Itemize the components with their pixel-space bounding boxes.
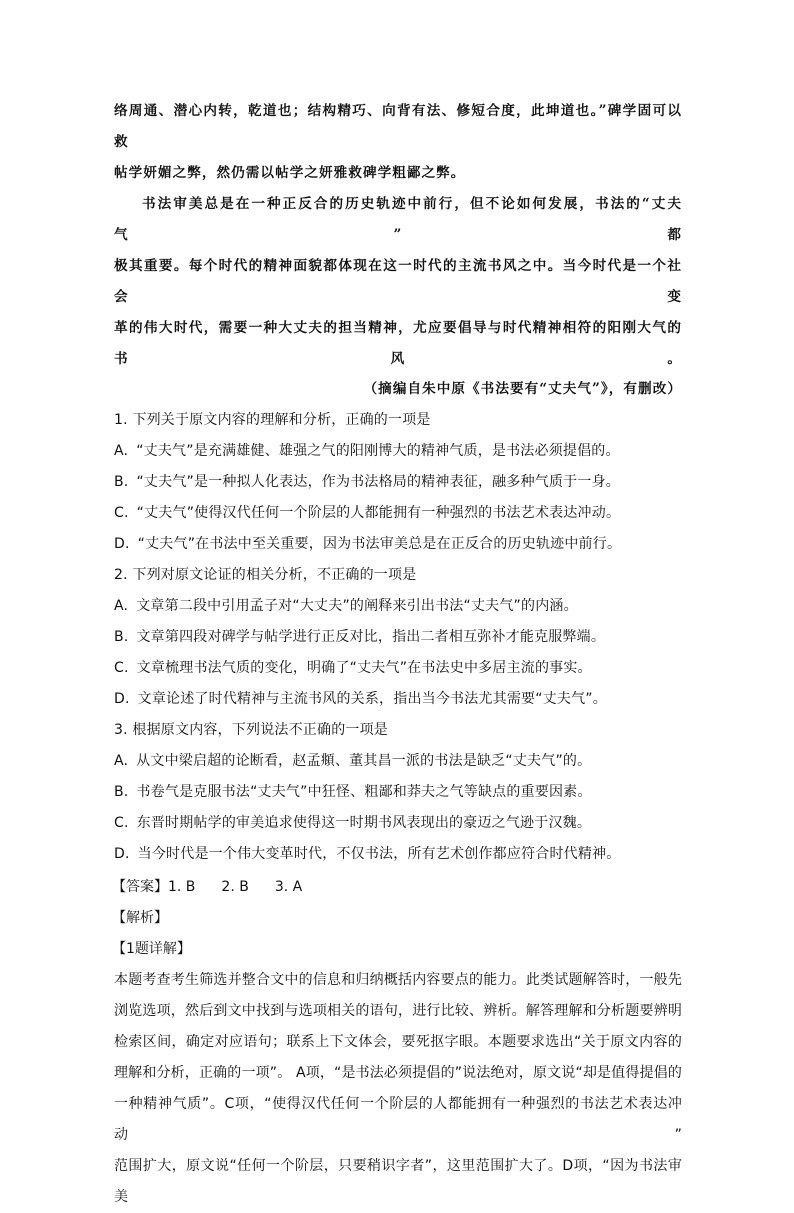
option-text: 东晋时期帖学的审美追求使得这一时期书风表现出的豪迈之气逊于汉魏。: [136, 815, 592, 831]
option-text: 书卷气是克服书法“丈夫气”中狂怪、粗鄙和莽夫之气等缺点的重要因素。: [136, 784, 592, 800]
detail-paragraph: [114, 965, 682, 1213]
option-c: [114, 498, 682, 529]
option-text: 文章论述了时代精神与主流书风的关系，指出当今书法尤其需要“丈夫气”。: [137, 691, 607, 707]
detail-line: 理解和分析，正确的一项”。 A项，“是书法必须提倡的”说法绝对，原文说“却是值得提倡的: [114, 1065, 682, 1081]
detail-label: 【1题详解】: [112, 941, 191, 957]
question-stem: 1. 下列关于原文内容的理解和分析，正确的一项是: [114, 412, 431, 428]
option-a: [114, 746, 682, 777]
option-a: [114, 436, 682, 467]
answer-line: [112, 872, 682, 903]
answer-item: 1. B: [168, 879, 196, 895]
option-text: 文章第四段对碑学与帖学进行正反对比，指出二者相互弥补才能克服弊端。: [136, 629, 606, 645]
passage-line: 书法审美总是在一种正反合的历史轨迹中前行，但不论如何发展，书法的“丈夫气”都: [114, 196, 682, 243]
option-letter: D.: [114, 536, 130, 552]
question-1: [114, 405, 682, 560]
detail-line: 范围扩大，原文说“任何一个阶层，只要稍识字者”，这里范围扩大了。D项，“因为书法审美: [114, 1158, 682, 1205]
passage-line: 帖学妍媚之弊，然仍需以帖学之妍雅救碑学粗鄙之弊。: [114, 165, 466, 181]
answer-item: 3. A: [274, 879, 303, 895]
passage-line: 极其重要。每个时代的精神面貌都体现在这一时代的主流书风之中。当今时代是一个社会变: [114, 258, 682, 305]
option-b: [114, 467, 682, 498]
option-letter: C.: [114, 815, 129, 831]
option-text: “丈夫气”是一种拟人化表达，作为书法格局的精神表征，融多种气质于一身。: [136, 474, 620, 490]
option-c: [114, 808, 682, 839]
option-letter: A.: [114, 443, 129, 459]
option-letter: A.: [114, 598, 129, 614]
option-b: [114, 622, 682, 653]
option-letter: B.: [114, 629, 129, 645]
option-letter: D.: [114, 691, 130, 707]
option-text: 文章梳理书法气质的变化，明确了“丈夫气”在书法史中多居主流的事实。: [136, 660, 592, 676]
option-c: [114, 653, 682, 684]
option-letter: D.: [114, 846, 130, 862]
option-text: 文章第二段中引用孟子对“大丈夫”的阐释来引出书法“丈夫气”的内涵。: [136, 598, 578, 614]
option-text: “丈夫气”使得汉代任何一个阶层的人都能拥有一种强烈的书法艺术表达冲动。: [136, 505, 621, 521]
detail-line: 检索区间，确定对应语句；联系上下文体会，要死抠字眼。本题要求选出“关于原文内容的: [114, 1034, 682, 1050]
question-2: [114, 560, 682, 715]
option-text: “丈夫气”是充满雄健、雄强之气的阳刚博大的精神气质，是书法必须提倡的。: [136, 443, 620, 459]
option-letter: C.: [114, 505, 129, 521]
option-a: [114, 591, 682, 622]
option-d: [114, 529, 682, 560]
detail-line: 本题考查考生筛选并整合文中的信息和归纳概括内容要点的能力。此类试题解答时，一般先: [114, 972, 682, 988]
answer-item: 2. B: [221, 879, 249, 895]
passage-line: 络周通、潜心内转，乾道也；结构精巧、向背有法、修短合度，此坤道也。”碑学固可以救: [114, 103, 682, 150]
answer-label: 【答案】: [112, 879, 168, 895]
passage-line: 革的伟大时代，需要一种大丈夫的担当精神，尤应要倡导与时代精神相符的阳刚大气的书风。: [114, 320, 682, 367]
passage-source: （摘编自朱中原《书法要有“丈夫气”》，有删改）: [363, 381, 682, 397]
analysis-label: 【解析】: [112, 910, 168, 926]
option-d: [114, 684, 682, 715]
option-text: 当今时代是一个伟大变革时代，不仅书法，所有艺术创作都应符合时代精神。: [137, 846, 621, 862]
option-letter: B.: [114, 474, 129, 490]
question-stem: 3. 根据原文内容，下列说法不正确的一项是: [114, 722, 389, 738]
option-text: 从文中梁启超的论断看，赵孟頫、董其昌一派的书法是缺乏“丈夫气”的。: [136, 753, 592, 769]
option-letter: B.: [114, 784, 129, 800]
detail-line: 浏览选项，然后到文中找到与选项相关的语句，进行比较、辨析。解答理解和分析题要辨明: [114, 1003, 682, 1019]
option-letter: C.: [114, 660, 129, 676]
question-3: [114, 715, 682, 870]
page-content: [114, 96, 682, 1213]
question-stem: 2. 下列对原文论证的相关分析，不正确的一项是: [114, 567, 417, 583]
option-b: [114, 777, 682, 808]
option-d: [114, 839, 682, 870]
option-letter: A.: [114, 753, 129, 769]
option-text: “丈夫气”在书法中至关重要，因为书法审美总是在正反合的历史轨迹中前行。: [137, 536, 622, 552]
detail-line: 一种精神气质”。C项，“使得汉代任何一个阶层的人都能拥有一种强烈的书法艺术表达冲动”: [114, 1096, 682, 1143]
